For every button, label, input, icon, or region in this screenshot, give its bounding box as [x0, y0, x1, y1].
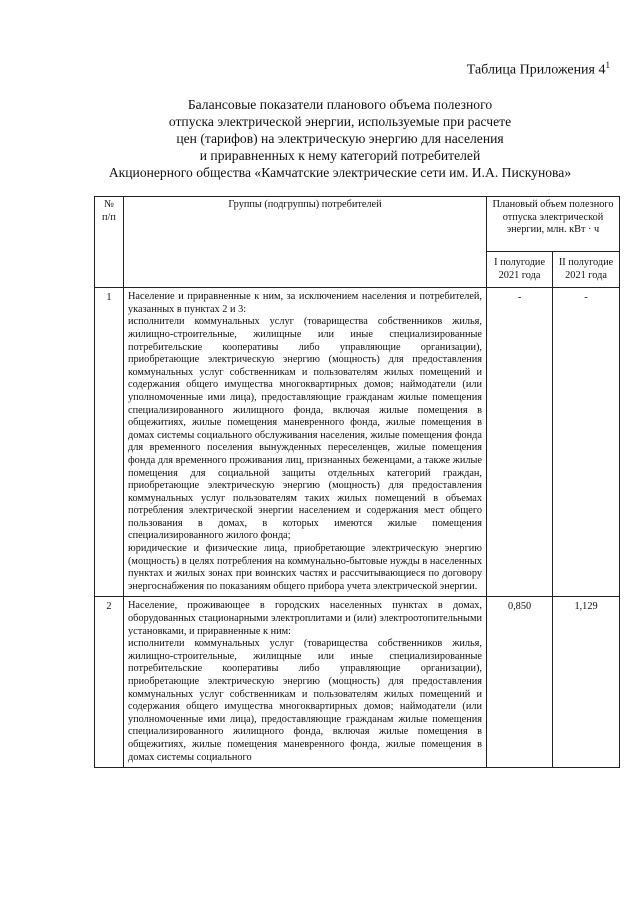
header-planned-volume: Плановый объем полезного отпуска электрической энергии, млн. кВт · ч [487, 197, 620, 252]
row-number: 2 [95, 597, 124, 768]
table-label-text: Таблица Приложения 4 [466, 62, 606, 78]
balance-table [94, 196, 620, 768]
header-number: № п/п [95, 197, 124, 288]
row-paragraph: исполнители коммунальных услуг (товарищества собственников жилья, жилищно-строительные, жилищные или иные специализированные потребительские кооперативы либо управляющие организации), приобретающие электрическую энергию (мощность) для предоставления коммунальных услуг собственникам и пользователям жилых помещений и содержания общего имущества многоквартирных домов; наймодатели (или уполномоченные ими лица), предоставляющие гражданам жилые помещения специализированного жилищного фонда, включая жилые помещения в общежитиях, жилые помещения маневренного фонда, жилые помещения в домах системы социального обслуживания населения, жилые помещения фонда для временного поселения вынужденных переселенцев, жилые помещения фонда для временного проживания лиц, признанных беженцами, а также жилые помещения для социальной защиты отдельных категорий граждан, приобретающие электрическую энергию (мощность) для предоставления коммунальных услуг пользователям таких жилых помещений в объемах потребления электрической энергии населением и содержания мест общего пользования в домах, в которых имеются жилые помещения специализированного жилого фонда; [128, 316, 482, 542]
row-description [124, 597, 487, 768]
header-first-half: I полугодие 2021 года [487, 252, 553, 288]
title-line: отпуска электрической энергии, используемые при расчете [168, 114, 512, 129]
row-description [124, 288, 487, 597]
row-value-first-half: 0,850 [487, 597, 553, 768]
table-label [467, 60, 610, 79]
title-line: и приравненных к нему категорий потребителей [199, 148, 481, 163]
table-header-row [95, 197, 620, 252]
header-consumer-groups: Группы (подгруппы) потребителей [124, 197, 487, 288]
table-row [95, 597, 620, 768]
row-paragraph: Население, проживающее в городских населенных пунктах в домах, оборудованных стационарными электроплитами и (или) электроотопительными установками, и приравненные к ним: [128, 600, 482, 637]
row-number: 1 [95, 288, 124, 597]
title-line: Акционерного общества «Камчатские электрические сети им. И.А. Пискунова» [108, 165, 572, 180]
document-title [60, 96, 620, 181]
row-paragraph: Население и приравненные к ним, за исключением населения и потребителей, указанных в пунктах 2 и 3: [128, 291, 482, 315]
row-value-second-half: 1,129 [553, 597, 620, 768]
row-value-second-half: - [553, 288, 620, 597]
table-row [95, 288, 620, 597]
row-value-first-half: - [487, 288, 553, 597]
title-line: Балансовые показатели планового объема полезного [187, 97, 493, 112]
row-paragraph: юридические и физические лица, приобретающие электрическую энергию (мощность) в целях потребления на коммунально-бытовые нужды в населенных пунктах и жилых зонах при воинских частях и рассчитывающиеся по договору энергоснабжения по показаниям общего прибора учета электрической энергии. [128, 543, 482, 592]
row-paragraph: исполнители коммунальных услуг (товарищества собственников жилья, жилищно-строительные, жилищные или иные специализированные потребительские кооперативы либо управляющие организации), приобретающие электрическую энергию (мощность) для предоставления коммунальных услуг собственникам и пользователям жилых помещений и содержания общего имущества многоквартирных домов; наймодатели (или уполномоченные ими лица), предоставляющие гражданам жилые помещения специализированного жилищного фонда, включая жилые помещения в общежитиях, жилые помещения маневренного фонда, жилые помещения в домах системы социального [128, 638, 482, 763]
title-line: цен (тарифов) на электрическую энергию для населения [176, 131, 504, 146]
header-second-half: II полугодие 2021 года [553, 252, 620, 288]
table-label-superscript: 1 [605, 60, 610, 70]
